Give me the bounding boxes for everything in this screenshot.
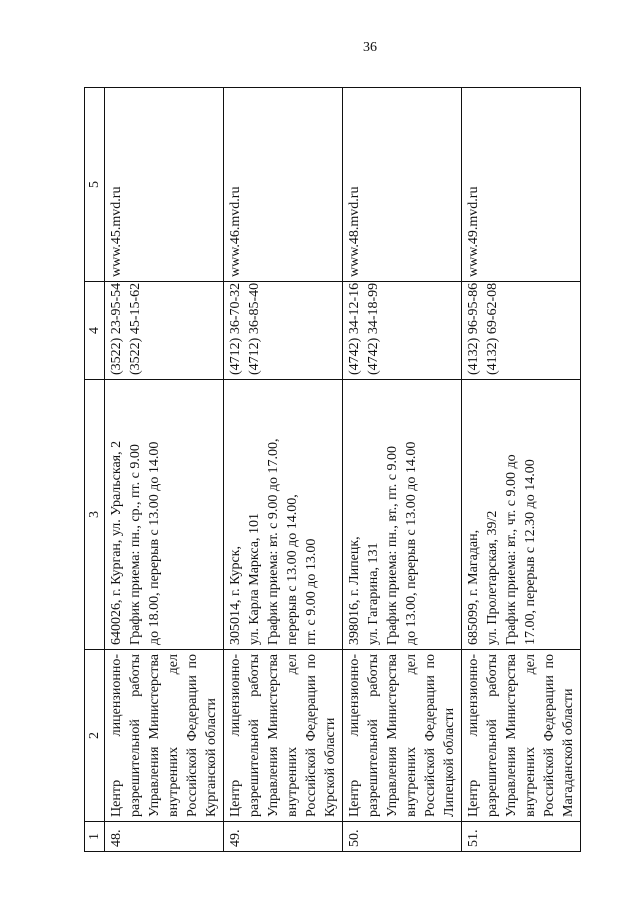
column-header-2: 2 [85, 650, 105, 822]
center-name-text: Центр лицензионно-разрешительной работы Управления Министерства внутренних дел Российской Федерации по Курганской области [109, 654, 219, 817]
row-number: 50. [343, 822, 462, 852]
address-line: 398016, г. Липецк, [347, 536, 362, 645]
licensing-centers-table [84, 87, 581, 852]
address-line: пт. с 9.00 до 13.00 [304, 538, 319, 645]
table-row [343, 88, 462, 852]
address-line: 17.00, перерыв с 12.30 до 14.00 [523, 459, 538, 645]
address-schedule [105, 380, 224, 650]
address-schedule [224, 380, 343, 650]
website-link[interactable]: www.45.mvd.ru [109, 186, 124, 277]
website [105, 88, 224, 282]
phone-number: (4742) 34-18-99 [366, 282, 381, 375]
address-schedule [343, 380, 462, 650]
phone-numbers [343, 282, 462, 380]
website-link[interactable]: www.49.mvd.ru [466, 186, 481, 277]
phone-number: (4132) 69-62-08 [485, 282, 500, 375]
center-name-text: Центр лицензионно-разрешительной работы Управления Министерства внутренних дел Российской Федерации по Магаданской области [466, 654, 576, 817]
column-header-4: 4 [85, 282, 105, 380]
center-name [343, 650, 462, 822]
website [224, 88, 343, 282]
table-row [462, 88, 581, 852]
address-line: ул. Пролетарская, 39/2 [485, 510, 500, 645]
row-number: 51. [462, 822, 581, 852]
phone-number: (4712) 36-85-40 [247, 282, 262, 375]
website [343, 88, 462, 282]
column-header-3: 3 [85, 380, 105, 650]
table-header-row [85, 88, 105, 852]
row-number: 48. [105, 822, 224, 852]
address-line: График приема: вт., чт. с 9.00 до [504, 454, 519, 645]
phone-numbers [105, 282, 224, 380]
address-line: до 13.00, перерыв с 13.00 до 14.00 [404, 441, 419, 645]
center-name [105, 650, 224, 822]
center-name [224, 650, 343, 822]
phone-numbers [462, 282, 581, 380]
phone-number: (4132) 96-95-86 [466, 282, 481, 375]
address-line: 305014, г. Курск, [228, 546, 243, 645]
address-line: до 18.00, перерыв с 13.00 до 14.00 [147, 441, 162, 645]
address-line: 685099, г. Магадан, [466, 529, 481, 645]
table-row [224, 88, 343, 852]
row-number: 49. [224, 822, 343, 852]
center-name [462, 650, 581, 822]
phone-number: (4712) 36-70-32 [228, 282, 243, 375]
address-line: График приема: вт. с 9.00 до 17.00, [266, 438, 281, 645]
address-line: График приема: пн., вт., пт. с 9.00 [385, 446, 400, 645]
website [462, 88, 581, 282]
website-link[interactable]: www.48.mvd.ru [347, 186, 362, 277]
phone-number: (3522) 23-95-54 [109, 282, 124, 375]
page-number: 36 [363, 40, 377, 55]
phone-number: (4742) 34-12-16 [347, 282, 362, 375]
phone-number: (3522) 45-15-62 [128, 282, 143, 375]
table-row [105, 88, 224, 852]
center-name-text: Центр лицензионно-разрешительной работы Управления Министерства внутренних дел Российской Федерации по Липецкой области [347, 654, 457, 817]
column-header-1: 1 [85, 822, 105, 852]
rotated-table-container [84, 87, 576, 852]
address-line: График приема: пн., ср., пт. с 9.00 [128, 444, 143, 645]
address-line: перерыв с 13.00 до 14.00, [285, 494, 300, 645]
address-line: ул. Карла Маркса, 101 [247, 513, 262, 645]
center-name-text: Центр лицензионно-разрешительной работы Управления Министерства внутренних дел Российской Федерации по Курской области [228, 654, 338, 817]
address-line: ул. Гагарина, 131 [366, 542, 381, 645]
phone-numbers [224, 282, 343, 380]
website-link[interactable]: www.46.mvd.ru [228, 186, 243, 277]
address-schedule [462, 380, 581, 650]
address-line: 640026, г. Курган, ул. Уральская, 2 [109, 440, 124, 645]
column-header-5: 5 [85, 88, 105, 282]
